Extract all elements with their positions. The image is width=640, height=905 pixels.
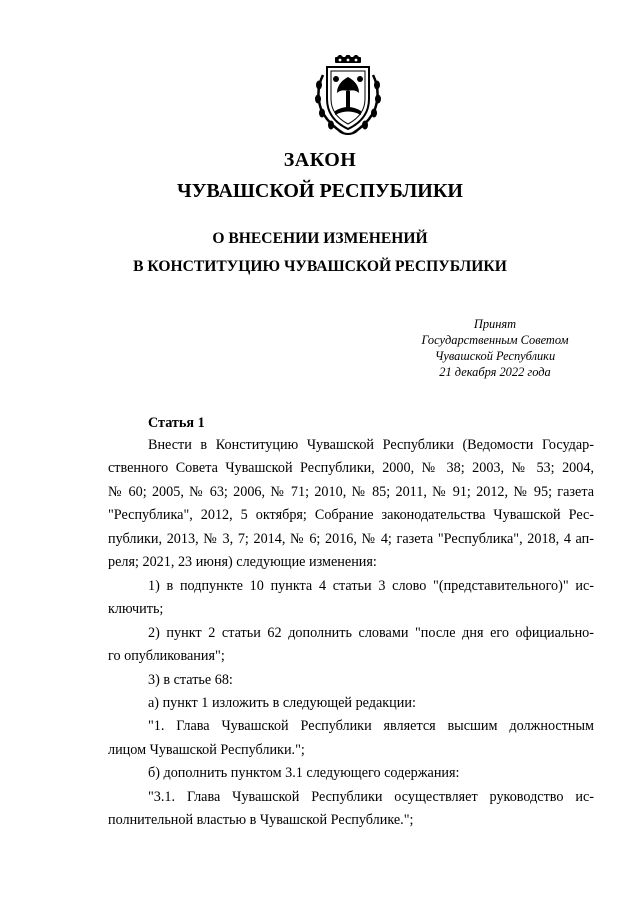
- body-line: № 60; 2005, № 63; 2006, № 71; 2010, № 85; 2011, № 91; 2012, № 95; газета: [108, 483, 594, 500]
- body-line: реля; 2021, 23 июня) следующие изменения:: [108, 554, 377, 571]
- body-line: го опубликования";: [108, 648, 225, 665]
- document-issuer: ЧУВАШСКОЙ РЕСПУБЛИКИ: [177, 180, 463, 202]
- body-line: "3.1. Глава Чувашской Республики осуществляет руководство ис-: [148, 788, 594, 805]
- adoption-note-line: Государственным Советом: [421, 333, 569, 347]
- adoption-note: [420, 316, 570, 380]
- body-line: 2) пункт 2 статьи 62 дополнить словами "после дня его официально-: [148, 624, 594, 641]
- body-line: публики, 2013, № 3, 7; 2014, № 6; 2016, № 4; газета "Республика", 2018, 4 ап-: [108, 530, 594, 547]
- body-line: "1. Глава Чувашской Республики является высшим должностным: [148, 718, 594, 735]
- body-line: полнительной властью в Чувашской Республике.";: [108, 812, 414, 829]
- body-line: лицом Чувашской Республики.";: [108, 741, 305, 758]
- body-line: 3) в статье 68:: [148, 671, 233, 688]
- adoption-note-line: Принят: [473, 317, 517, 331]
- document-subject-line-2: В КОНСТИТУЦИЮ ЧУВАШСКОЙ РЕСПУБЛИКИ: [133, 258, 507, 275]
- adoption-date: 21 декабря 2022 года: [439, 365, 551, 379]
- adoption-note-line: Чувашской Республики: [434, 349, 556, 363]
- body-line: ключить;: [108, 601, 164, 618]
- body-line: "Республика", 2012, 5 октября; Собрание законодательства Чувашской Рес-: [108, 507, 594, 524]
- document-subject-line-1: О ВНЕСЕНИИ ИЗМЕНЕНИЙ: [212, 230, 428, 247]
- document-type: ЗАКОН: [283, 149, 357, 171]
- article-heading: Статья 1: [148, 415, 205, 431]
- body-line: б) дополнить пунктом 3.1 следующего содержания:: [148, 765, 460, 782]
- body-line: 1) в подпункте 10 пункта 4 статьи 3 слово "(представительного)" ис-: [148, 577, 594, 594]
- emblem-icon: [313, 55, 383, 139]
- body-line: Внести в Конституцию Чувашской Республики (Ведомости Государ-: [148, 437, 594, 453]
- article-body: [108, 434, 594, 833]
- body-line: а) пункт 1 изложить в следующей редакции:: [148, 694, 416, 711]
- body-line: ственного Совета Чувашской Республики, 2000, № 38; 2003, № 53; 2004,: [108, 460, 594, 477]
